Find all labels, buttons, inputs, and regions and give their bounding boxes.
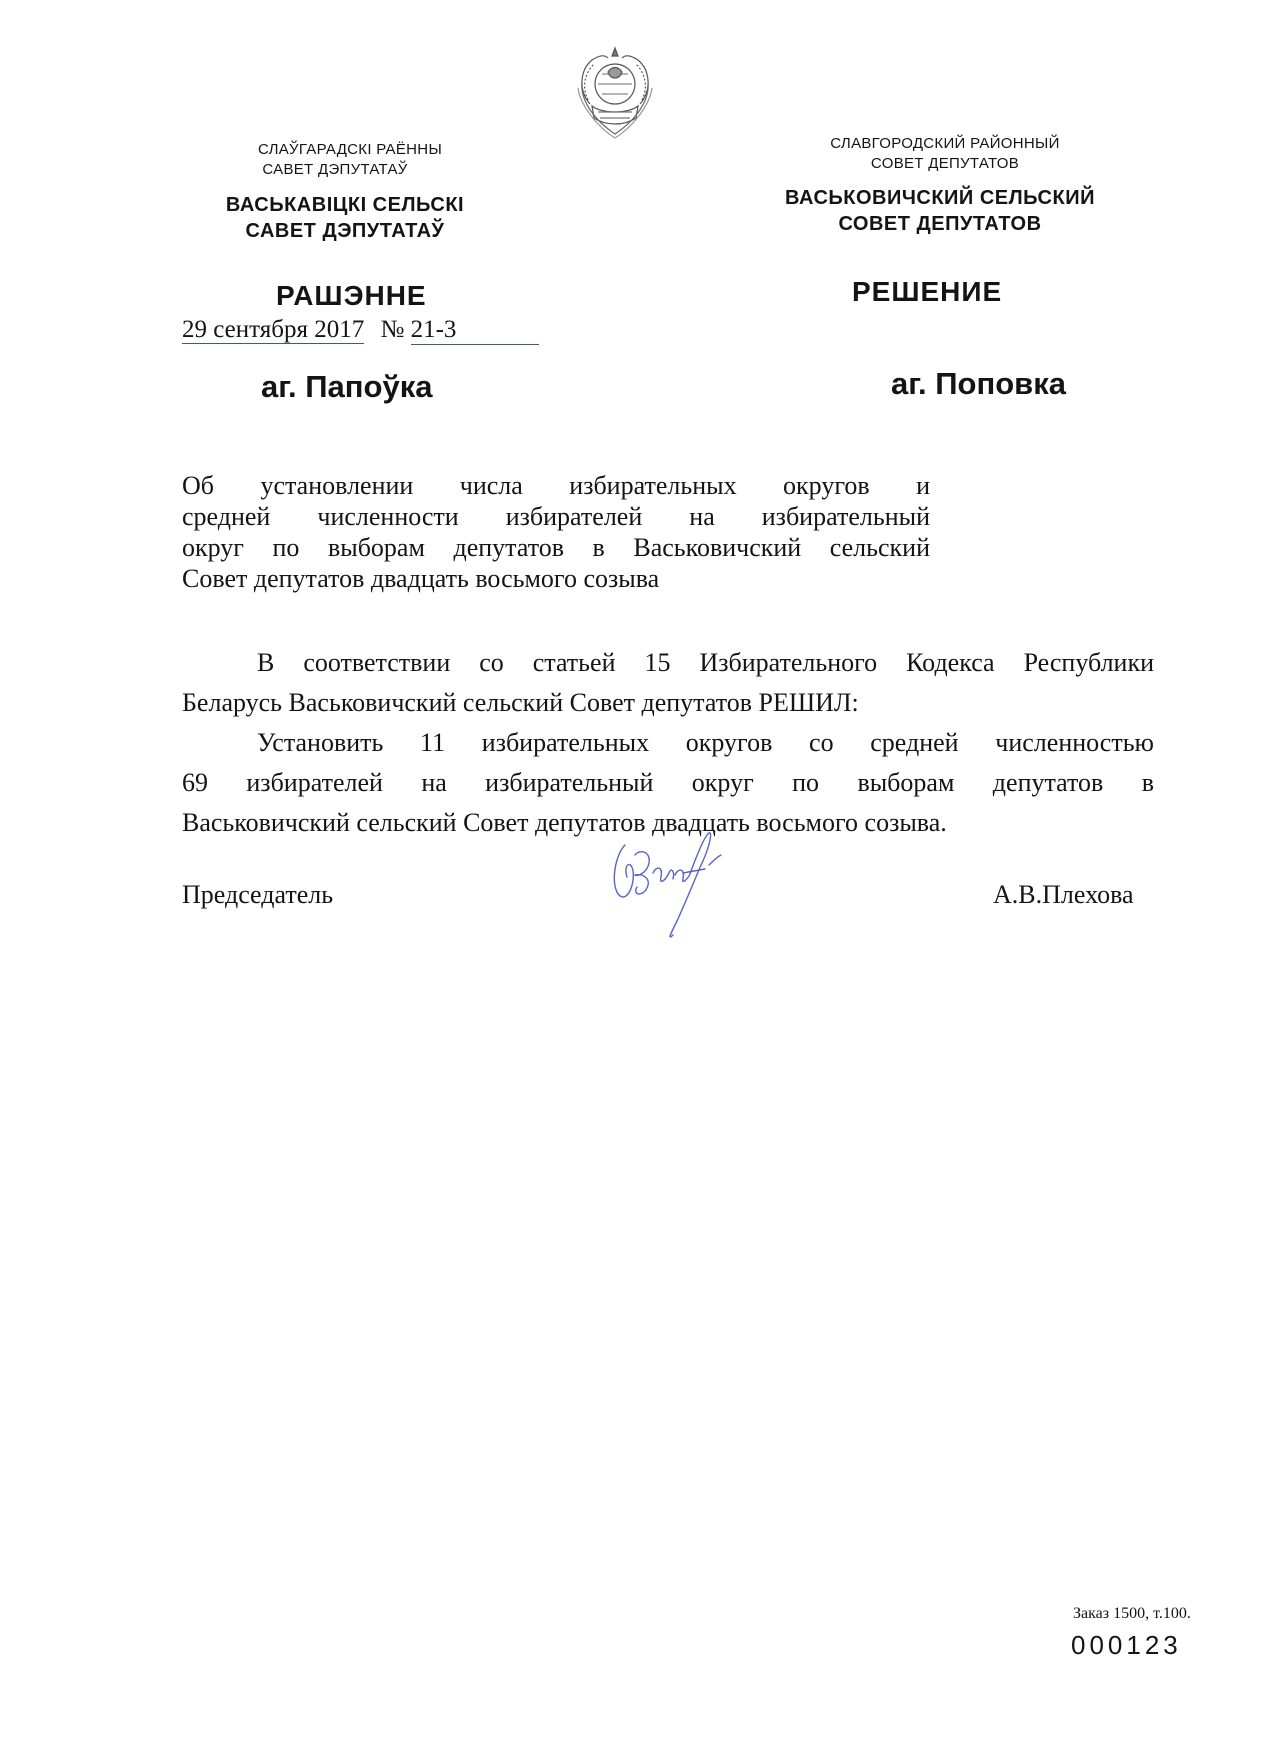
decision-date-number — [182, 316, 539, 345]
decision-title — [182, 470, 930, 594]
serial-number: 000123 — [1071, 1630, 1182, 1660]
body-line: Беларусь Васьковичский сельский Совет депутатов РЕШИЛ: — [182, 688, 859, 717]
body-line: 69 избирателей на избирательный округ по выборам депутатов в — [182, 768, 1154, 797]
title-line: Совет депутатов двадцать восьмого созыва — [182, 564, 660, 593]
left-village-council-line2: САВЕТ ДЭПУТАТАЎ — [245, 220, 445, 242]
state-emblem-icon — [568, 42, 662, 142]
title-line: средней численности избирателей на избирательный — [182, 502, 930, 531]
right-place: аг. Поповка — [891, 366, 1066, 401]
left-district-council-line1: СЛАЎГАРАДСКІ РАЁННЫ — [257, 141, 443, 158]
right-village-council — [765, 185, 1115, 237]
right-village-council-line2: СОВЕТ ДЕПУТАТОВ — [838, 213, 1042, 235]
decision-number-value: 21-3 — [410, 316, 457, 343]
left-village-council — [200, 192, 490, 244]
right-district-council — [800, 134, 1090, 174]
right-district-council-line2: СОВЕТ ДЕПУТАТОВ — [870, 155, 1020, 172]
left-district-council-line2: САВЕТ ДЭПУТАТАЎ — [262, 161, 408, 178]
signature-name: А.В.Плехова — [993, 880, 1134, 909]
right-village-council-line1: ВАСЬКОВИЧСКИЙ СЕЛЬСКИЙ — [785, 187, 1095, 209]
left-district-council — [220, 140, 480, 180]
decision-body — [182, 643, 1154, 843]
decision-number — [411, 316, 539, 345]
left-doc-type: РАШЭННЕ — [276, 280, 427, 311]
decision-date: 29 сентября 2017 — [182, 316, 365, 343]
signature-icon — [605, 825, 735, 945]
body-line: Васьковичский сельский Совет депутатов двадцать восьмого созыва. — [182, 808, 947, 837]
title-line: Об установлении числа избирательных округов и — [182, 471, 930, 500]
title-line: округ по выборам депутатов в Васьковичский сельский — [182, 533, 930, 562]
right-doc-type: РЕШЕНИЕ — [852, 276, 1003, 307]
order-note: Заказ 1500, т.100. — [1073, 1605, 1191, 1622]
left-village-council-line1: ВАСЬКАВІЦКІ СЕЛЬСКІ — [225, 194, 465, 216]
right-district-council-line1: СЛАВГОРОДСКИЙ РАЙОННЫЙ — [830, 135, 1060, 152]
left-place: аг. Папоўка — [261, 369, 433, 404]
number-sign: № — [380, 316, 405, 343]
signature-position: Председатель — [182, 880, 334, 909]
body-line: В соответствии со статьей 15 Избирательного Кодекса Республики — [257, 648, 1154, 677]
body-line: Установить 11 избирательных округов со средней численностью — [257, 728, 1154, 757]
